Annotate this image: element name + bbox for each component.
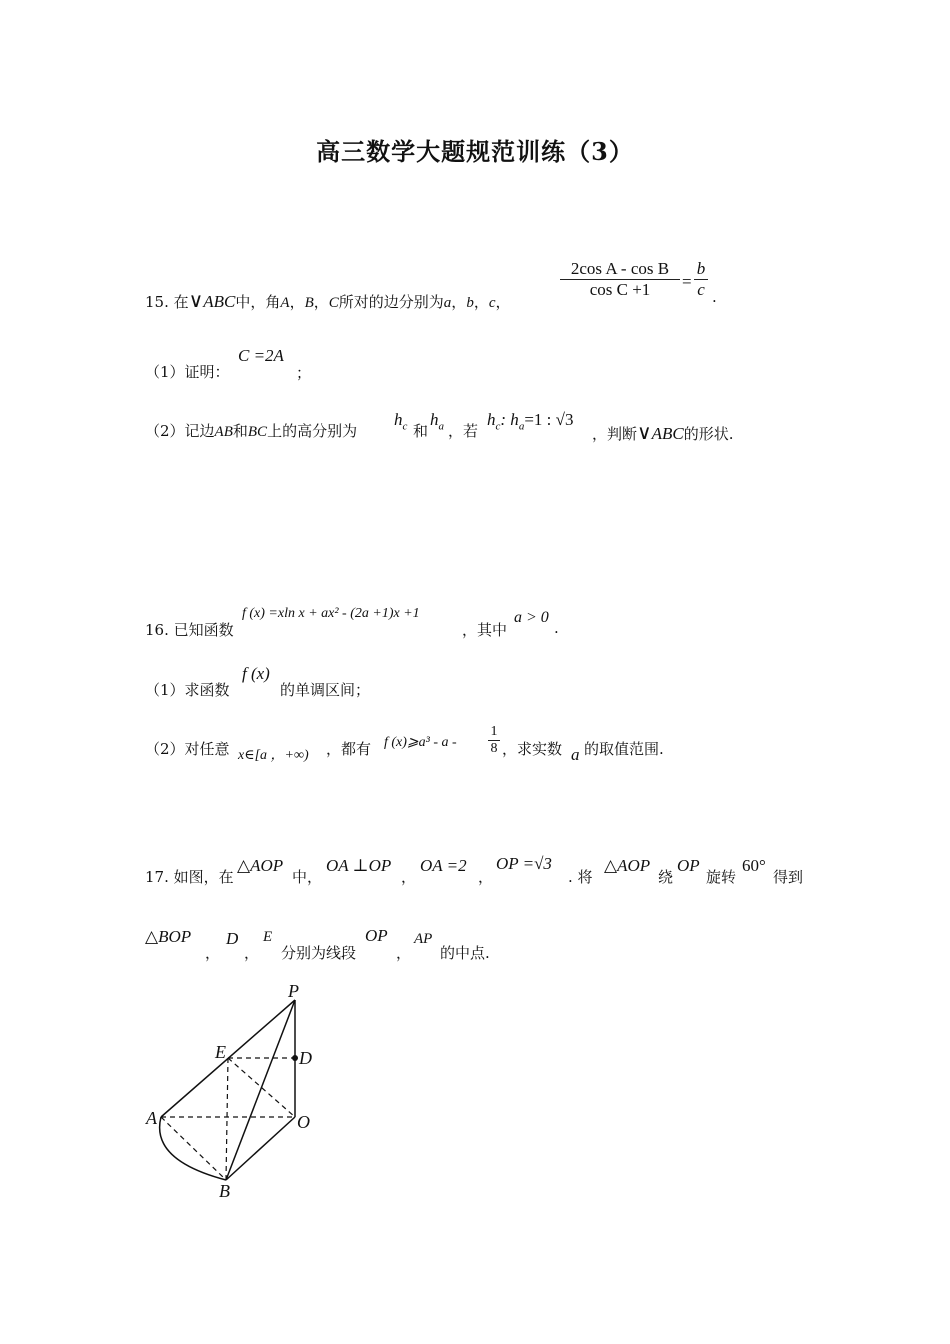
- point-d-dot: [292, 1055, 298, 1061]
- subscript: c: [402, 420, 408, 433]
- q17-oa: OA =2: [420, 856, 467, 875]
- q15-abc: ABC: [651, 424, 684, 443]
- q16-text: ，都有: [326, 740, 372, 758]
- q15-line1: [145, 288, 511, 313]
- point-d: D: [226, 929, 239, 948]
- label-d: D: [299, 1048, 312, 1068]
- height-hc: [394, 410, 407, 432]
- q17-perpendicular: OA ⊥OP: [326, 856, 392, 875]
- q15-part2: [145, 420, 357, 441]
- q17-text: ，: [205, 944, 221, 962]
- label-a: A: [146, 1108, 157, 1128]
- fraction-denominator: 8: [488, 740, 500, 757]
- subscript: c: [495, 420, 501, 433]
- q15-text: ，若: [448, 422, 479, 440]
- q15-text: 上的高分别为: [267, 422, 358, 440]
- q15-sep: ，: [313, 293, 329, 311]
- h-symbol: h: [430, 410, 439, 429]
- q15-text: ，判断: [592, 425, 638, 443]
- q17-op: OP =√3: [496, 854, 552, 873]
- q15-text: 中，角: [235, 293, 281, 311]
- fraction-denominator: c: [694, 279, 708, 300]
- label-e: E: [215, 1042, 226, 1062]
- segment-ab: AB: [214, 424, 233, 440]
- q17-angle: 60°: [742, 856, 766, 875]
- q16-variable-a: a: [571, 745, 580, 764]
- q17-text: 旋转: [706, 868, 737, 886]
- fraction-numerator: 2cos A - cos B: [570, 259, 670, 278]
- geometry-figure: [138, 980, 338, 1205]
- q15-text: 的形状.: [683, 425, 734, 443]
- q15-sep: ，: [289, 293, 305, 311]
- q15-side-a: a: [443, 295, 452, 311]
- q17-text: 中，: [292, 868, 323, 886]
- q15-text: 和: [232, 422, 248, 440]
- q16-p1-math: f (x): [242, 664, 270, 683]
- q17-text: ，: [396, 944, 412, 962]
- q15-angle-c: C: [328, 295, 339, 311]
- part-label: （2）对任意: [145, 740, 230, 758]
- q15-side-b: b: [466, 295, 474, 311]
- q15-sep: ，: [495, 293, 511, 311]
- q17-ap: AP: [414, 931, 433, 947]
- q15-angle-b: B: [304, 295, 314, 311]
- triangle-symbol: ∨: [637, 422, 652, 444]
- ratio-rhs: =1 : √3: [524, 410, 574, 429]
- q15-text: 和: [413, 422, 429, 440]
- subscript: a: [518, 420, 525, 433]
- q16-text: ，求实数: [502, 740, 563, 758]
- point-e: E: [263, 929, 273, 945]
- q16-fraction: [488, 724, 500, 757]
- q16-text: 的取值范围.: [584, 740, 664, 758]
- triangle-symbol: ∨: [188, 290, 204, 312]
- height-ha: [430, 410, 444, 432]
- q15-rhs-fraction: [694, 259, 708, 300]
- label-b: B: [219, 1181, 230, 1201]
- q15-fraction: [560, 259, 680, 300]
- subscript: a: [438, 420, 444, 433]
- q15-text: 所对的边分别为: [338, 293, 444, 311]
- q16-text: 的单调区间；: [280, 681, 371, 699]
- q15-judge: [592, 420, 734, 445]
- q17-triangle-aop: △AOP: [237, 856, 284, 875]
- q17-triangle-bop: △BOP: [145, 927, 192, 946]
- fraction-numerator: 1: [490, 724, 498, 739]
- q17-triangle-aop: △AOP: [604, 856, 651, 875]
- q17-text: 得到: [773, 868, 804, 886]
- period: .: [554, 619, 559, 637]
- page-title: 高三数学大题规范训练（3）: [316, 137, 634, 166]
- fraction-denominator: cos C +1: [560, 279, 680, 300]
- q15-p1-math: C =2A: [238, 346, 284, 365]
- q17-op: OP: [677, 856, 700, 875]
- h-symbol: h: [487, 410, 496, 429]
- q17-text: 分别为线段: [281, 944, 357, 962]
- segment-bo: [226, 1117, 295, 1180]
- equals-sign: =: [682, 272, 692, 291]
- q15-prefix: 15. 在: [145, 293, 189, 311]
- label-p: P: [288, 981, 299, 1001]
- segment-eb: [226, 1058, 228, 1180]
- part-label: （1）证明：: [145, 363, 230, 381]
- q15-sep: ，: [473, 293, 489, 311]
- part-label: （1）求函数: [145, 681, 230, 699]
- q15-abc: ABC: [203, 292, 236, 311]
- q15-side-c: c: [488, 295, 496, 311]
- q17-op: OP: [365, 926, 388, 945]
- q15-angle-a: A: [280, 295, 290, 311]
- q15-sep: ，: [451, 293, 467, 311]
- q15-part1: [145, 361, 230, 382]
- h-symbol: h: [394, 410, 403, 429]
- q17-text: 的中点.: [440, 944, 490, 962]
- q17-text: . 将: [568, 868, 593, 886]
- ratio-colon: : h: [500, 410, 519, 429]
- q16-inequality: f (x)⩾a³ - a -: [384, 735, 457, 750]
- q17-text: ，: [401, 868, 417, 886]
- q17-text: ，: [478, 868, 494, 886]
- segment-bc: BC: [247, 424, 268, 440]
- q17-text: ，: [244, 944, 260, 962]
- q16-function: f (x) =xln x + ax² - (2a +1)x +1: [242, 606, 420, 621]
- q15-p1-end: ；: [296, 364, 312, 382]
- period: .: [712, 288, 717, 306]
- q16-domain: x∈[a ，+∞): [238, 748, 309, 763]
- q17-prefix: 17. 如图，在: [145, 868, 234, 886]
- segment-ab: [161, 1117, 226, 1180]
- part-label: （2）记边: [145, 422, 215, 440]
- segment-pb: [226, 1000, 295, 1180]
- fraction-numerator: b: [696, 259, 706, 278]
- q16-prefix: 16. 已知函数: [145, 621, 234, 639]
- q16-condition: a > 0: [514, 609, 549, 626]
- q15-ratio: [487, 410, 573, 432]
- q17-text: 绕: [658, 868, 674, 886]
- label-o: O: [297, 1112, 310, 1132]
- q16-text: ，其中: [462, 621, 508, 639]
